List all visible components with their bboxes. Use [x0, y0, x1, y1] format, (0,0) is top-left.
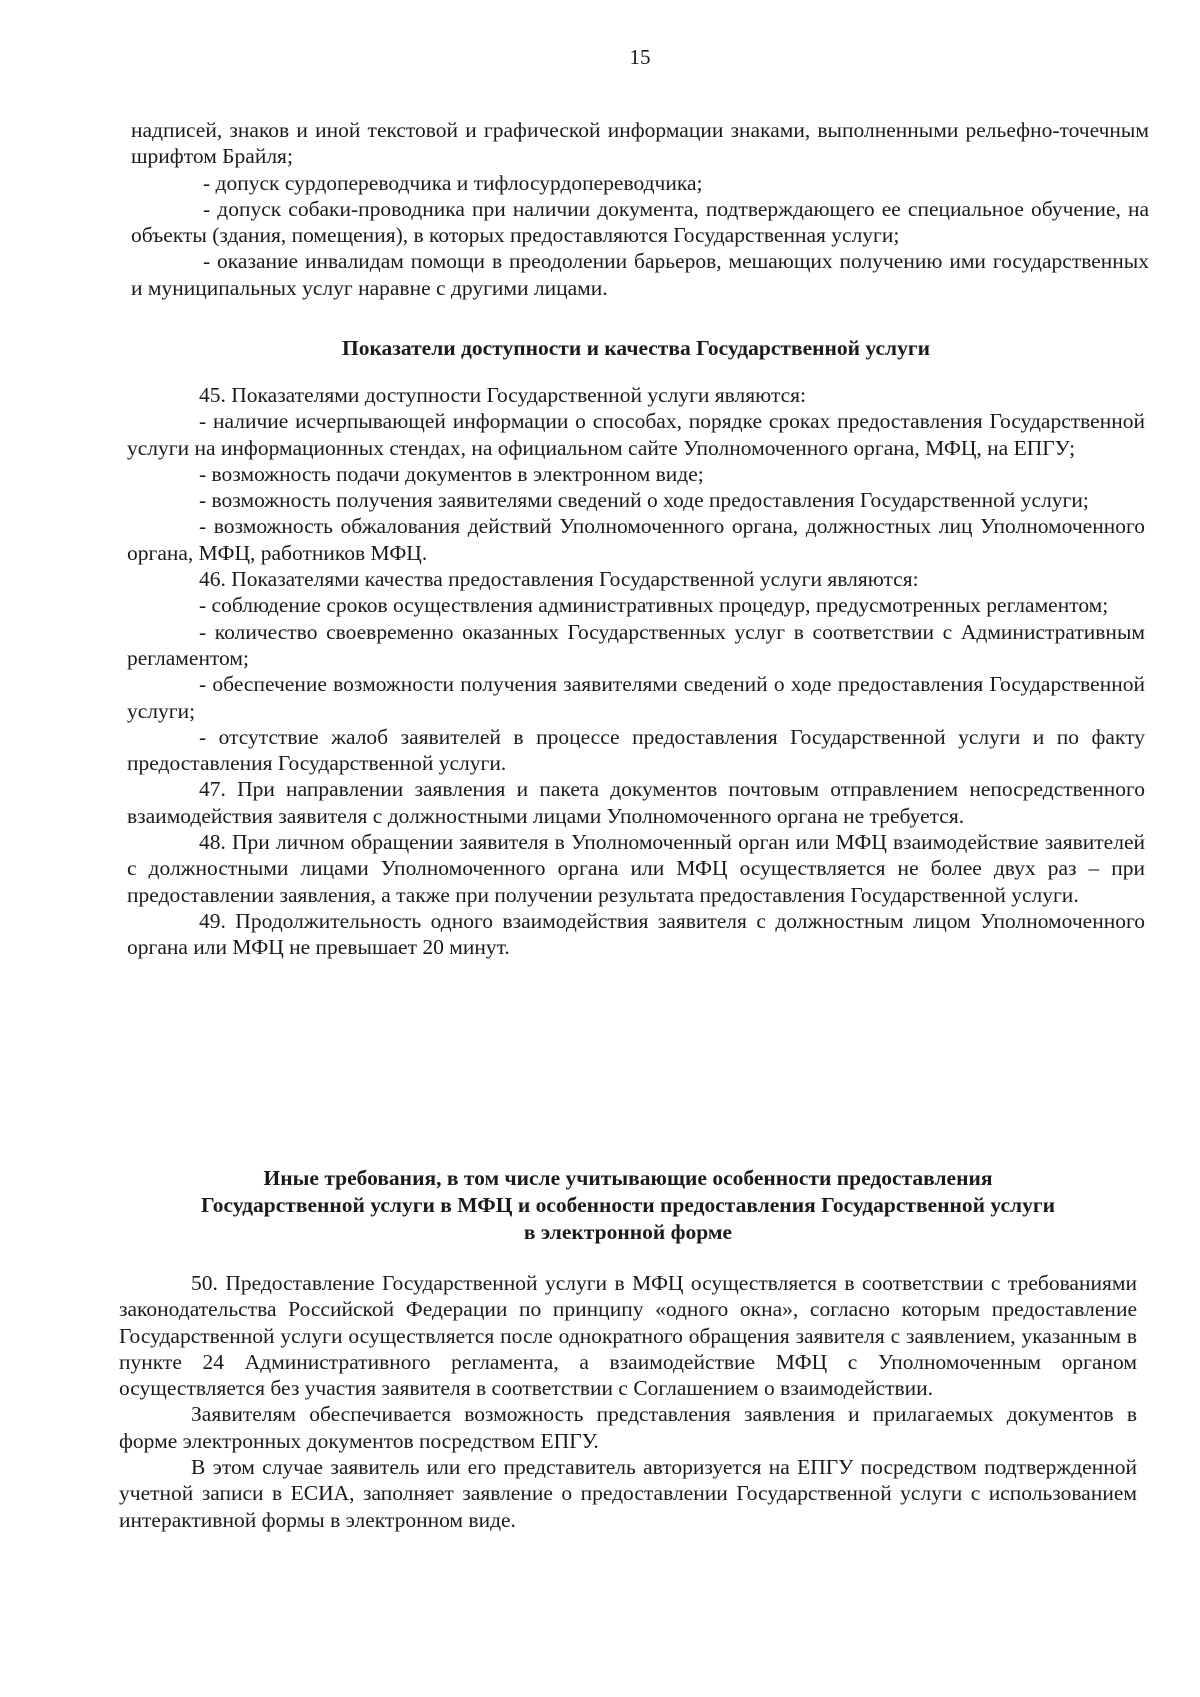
paragraph: Заявителям обеспечивается возможность представления заявления и прилагаемых документов в форме электронных документов посредством ЕПГУ.: [119, 1402, 1137, 1453]
clause-47: 47. При направлении заявления и пакета документов почтовым отправлением непосредственного взаимодействия заявителя с должностными лицами Уполномоченного органа не требуется.: [127, 777, 1145, 828]
accessibility-measures-continuation: [131, 117, 1149, 301]
clause-50: 50. Предоставление Государственной услуги в МФЦ осуществляется в соответствии с требованиями законодательства Российской Федерации по принципу «одного окна», согласно которым предоставление Государственной услуги осуществляется после однократного обращения заявителя с заявлением, указанным в пункте 24 Административного регламента, а взаимодействие МФЦ с Уполномоченным органом осуществляется без участия заявителя в соответствии с Соглашением о взаимодействии.: [119, 1271, 1137, 1401]
clause-48: 48. При личном обращении заявителя в Уполномоченный орган или МФЦ взаимодействие заявителей с должностными лицами Уполномоченного органа или МФЦ осуществляется не более двух раз – при предоставлении заявления, а также при получении результата предоставления Государственной услуги.: [127, 830, 1145, 907]
heading-line: Государственной услуги в МФЦ и особенности предоставления Государственной услуги: [200, 1193, 1056, 1217]
list-item: - возможность обжалования действий Уполномоченного органа, должностных лиц Уполномоченного органа, МФЦ, работников МФЦ.: [127, 514, 1145, 565]
list-item: - отсутствие жалоб заявителей в процессе предоставления Государственной услуги и по факту предоставления Государственной услуги.: [127, 724, 1145, 776]
list-item: - наличие исчерпывающей информации о способах, порядке сроках предоставления Государственной услуги на информационных стендах, на официальном сайте Уполномоченного органа, МФЦ, на ЕПГУ;: [127, 409, 1145, 460]
list-item: - оказание инвалидам помощи в преодолении барьеров, мешающих получению ими государственных и муниципальных услуг наравне с другими лицами.: [131, 249, 1149, 300]
clause-45: 45. Показателями доступности Государственной услуги являются:: [199, 383, 807, 407]
clause-49: 49. Продолжительность одного взаимодействия заявителя с должностным лицом Уполномоченного органа или МФЦ не превышает 20 минут.: [127, 908, 1145, 960]
section-heading: [119, 1165, 1137, 1246]
list-item: - допуск сурдопереводчика и тифлосурдопереводчика;: [203, 170, 703, 195]
page-number: 15: [629, 45, 651, 69]
heading-line: Иные требования, в том числе учитывающие особенности предоставления: [263, 1166, 993, 1190]
paragraph: В этом случае заявитель или его представитель авторизуется на ЕПГУ посредством подтвержденной учетной записи в ЕСИА, заполняет заявление о предоставлении Государственной услуги с использованием интерактивной формы в электронном виде.: [119, 1455, 1137, 1532]
list-item: - обеспечение возможности получения заявителями сведений о ходе предоставления Государственной услуги;: [127, 672, 1145, 723]
accessibility-quality-indicators-section: [127, 335, 1145, 961]
other-requirements-section: [119, 1165, 1137, 1533]
clause-46: 46. Показателями качества предоставления Государственной услуги являются:: [199, 567, 919, 592]
paragraph: надписей, знаков и иной текстовой и графической информации знаками, выполненными рельефно-точечным шрифтом Брайля;: [131, 118, 1149, 169]
section-heading: Показатели доступности и качества Государственной услуги: [341, 336, 931, 360]
heading-line: в электронной форме: [523, 1220, 733, 1244]
list-item: - допуск собаки-проводника при наличии документа, подтверждающего ее специальное обучение, на объекты (здания, помещения), в которых предоставляются Государственная услуги;: [131, 196, 1149, 248]
list-item: - соблюдение сроков осуществления административных процедур, предусмотренных регламентом;: [199, 593, 1109, 618]
list-item: - количество своевременно оказанных Государственных услуг в соответствии с Административным регламентом;: [127, 619, 1145, 670]
list-item: - возможность подачи документов в электронном виде;: [199, 461, 704, 486]
list-item: - возможность получения заявителями сведений о ходе предоставления Государственной услуги;: [199, 488, 1089, 513]
